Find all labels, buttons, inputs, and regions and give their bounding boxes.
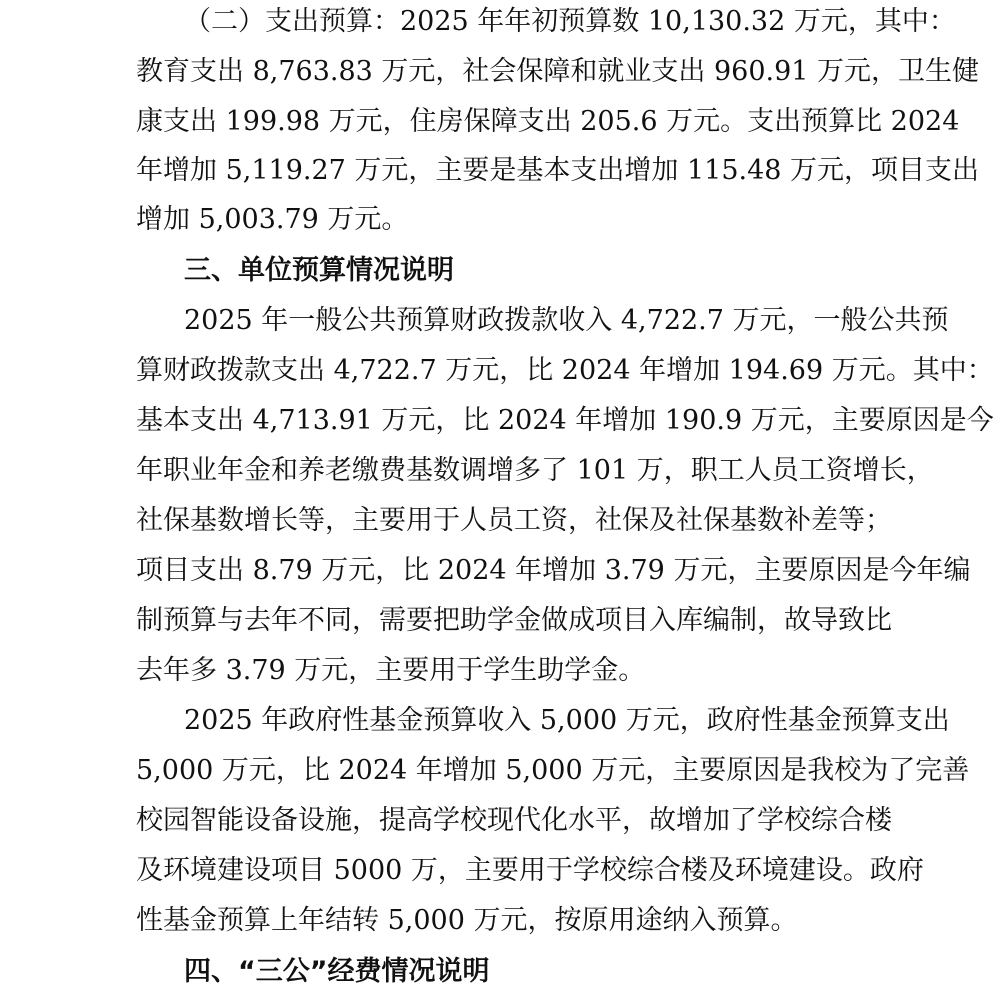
- section-three-p1-line-8: 去年多 3.79 万元，主要用于学生助学金。: [136, 655, 646, 686]
- section-three-p1-line-1: 2025 年一般公共预算财政拨款收入 4,722.7 万元，一般公共预: [184, 305, 949, 336]
- section-three-p2-line-4: 及环境建设项目 5000 万，主要用于学校综合楼及环境建设。政府: [136, 855, 924, 886]
- section-three-p1-line-6: 项目支出 8.79 万元，比 2024 年增加 3.79 万元，主要原因是今年编: [136, 555, 971, 586]
- section-three-p1-line-3: 基本支出 4,713.91 万元，比 2024 年增加 190.9 万元，主要原因是今: [136, 405, 994, 436]
- section-two-line-2: 教育支出 8,763.83 万元，社会保障和就业支出 960.91 万元，卫生健: [136, 56, 980, 87]
- section-two-line-3: 康支出 199.98 万元，住房保障支出 205.6 万元。支出预算比 2024: [136, 106, 960, 137]
- section-three-p2-line-2: 5,000 万元，比 2024 年增加 5,000 万元，主要原因是我校为了完善: [136, 755, 970, 786]
- section-three-p2-line-3: 校园智能设备设施，提高学校现代化水平，故增加了学校综合楼: [136, 805, 892, 836]
- section-three-heading: 三、单位预算情况说明: [184, 255, 454, 286]
- section-two-line-4: 年增加 5,119.27 万元，主要是基本支出增加 115.48 万元，项目支出: [136, 155, 980, 186]
- section-three-p1-line-4: 年职业年金和养老缴费基数调增多了 101 万，职工人员工资增长，: [136, 455, 934, 486]
- section-three-p2-line-1: 2025 年政府性基金预算收入 5,000 万元，政府性基金预算支出: [184, 705, 950, 736]
- section-three-p1-line-2: 算财政拨款支出 4,722.7 万元，比 2024 年增加 194.69 万元。其中：: [136, 355, 994, 386]
- section-three-p1-line-5: 社保基数增长等，主要用于人员工资，社保及社保基数补差等；: [136, 505, 892, 536]
- section-three-p2-line-5: 性基金预算上年结转 5,000 万元，按原用途纳入预算。: [136, 905, 798, 936]
- section-two-line-1: （二）支出预算：2025 年年初预算数 10,130.32 万元，其中：: [184, 6, 956, 37]
- section-two-line-5: 增加 5,003.79 万元。: [136, 204, 409, 235]
- section-three-p1-line-7: 制预算与去年不同，需要把助学金做成项目入库编制，故导致比: [136, 605, 892, 636]
- section-four-heading: 四、“三公”经费情况说明: [184, 956, 490, 987]
